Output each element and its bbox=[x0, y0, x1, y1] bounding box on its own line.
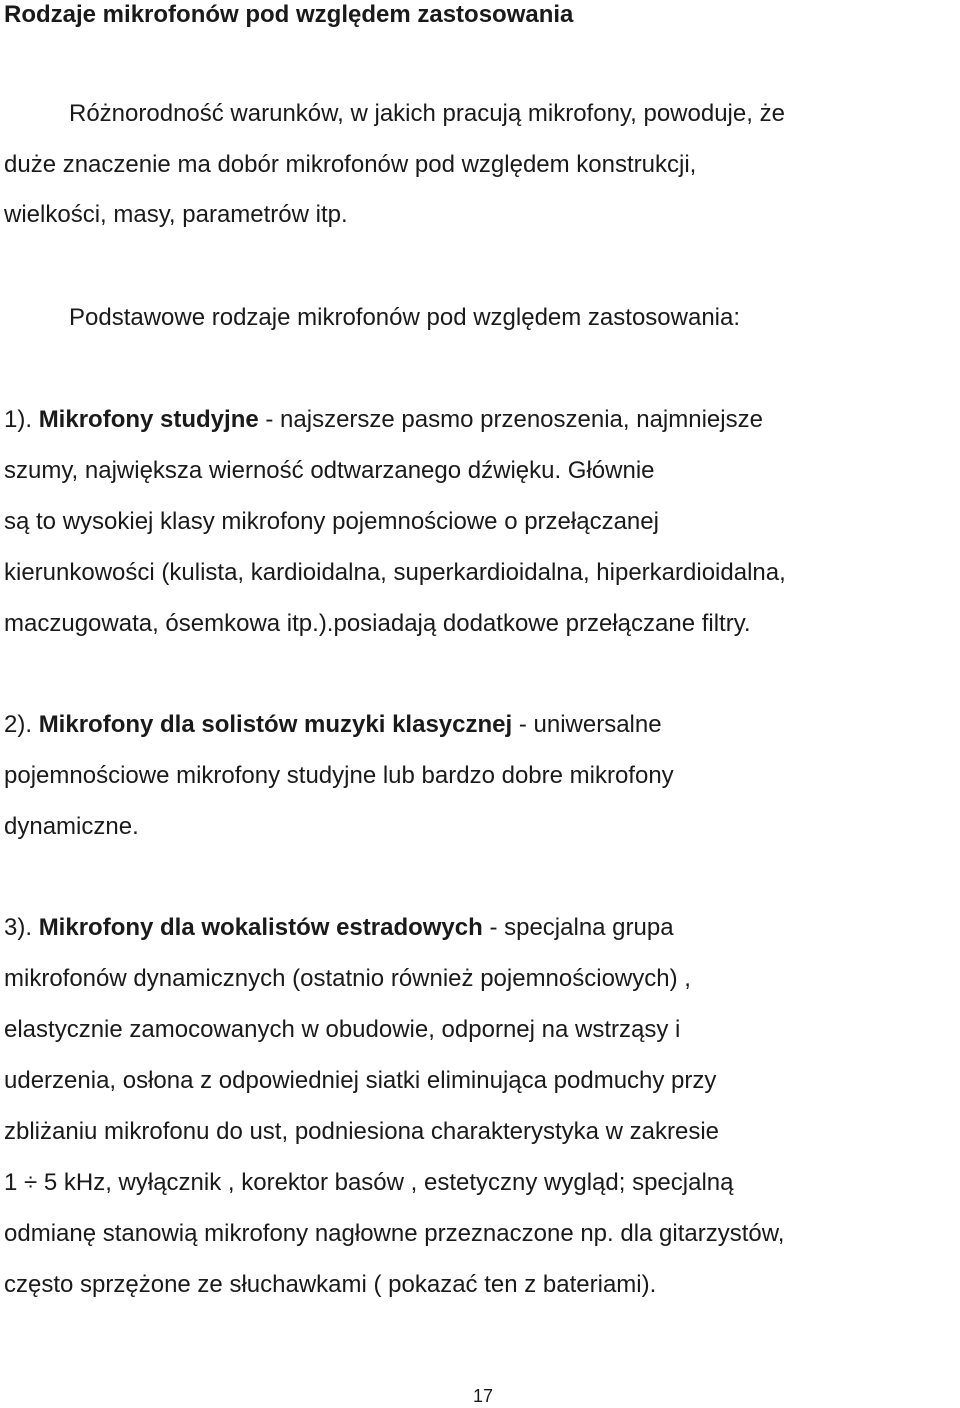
intro-line-3: wielkości, masy, parametrów itp. bbox=[4, 201, 348, 228]
item-2-line-2: pojemnościowe mikrofony studyjne lub bardzo dobre mikrofony bbox=[4, 762, 674, 789]
item-3-line-3: elastycznie zamocowanych w obudowie, odpornej na wstrząsy i bbox=[4, 1016, 681, 1043]
item-2-number: 2). bbox=[4, 711, 33, 738]
item-3-line-4: uderzenia, osłona z odpowiedniej siatki eliminująca podmuchy przy bbox=[4, 1067, 717, 1094]
item-1-line-2: szumy, największa wierność odtwarzanego dźwięku. Głównie bbox=[4, 457, 655, 484]
page-number: 17 bbox=[472, 1386, 494, 1406]
item-3-line-5: zbliżaniu mikrofonu do ust, podniesiona charakterystyka w zakresie bbox=[4, 1118, 720, 1145]
item-3-line-6: 1 ÷ 5 kHz, wyłącznik , korektor basów , estetyczny wygląd; specjalną bbox=[4, 1169, 734, 1196]
item-1-line-1 bbox=[4, 404, 763, 436]
item-2-line-3: dynamiczne. bbox=[4, 813, 139, 840]
item-2-description-start: - uniwersalne bbox=[512, 711, 662, 738]
item-3-line-1 bbox=[4, 912, 674, 944]
item-3-description-start: - specjalna grupa bbox=[482, 914, 674, 941]
item-3-line-7: odmianę stanowią mikrofony nagłowne przeznaczone np. dla gitarzystów, bbox=[4, 1220, 785, 1247]
item-3-line-8: często sprzężone ze słuchawkami ( pokazać ten z bateriami). bbox=[4, 1271, 657, 1298]
item-3-number: 3). bbox=[4, 914, 33, 941]
item-1-description-start: - najszersze pasmo przenoszenia, najmniejsze bbox=[258, 406, 763, 433]
item-3-name: Mikrofony dla wokalistów estradowych bbox=[38, 914, 483, 941]
intro-line-2: duże znaczenie ma dobór mikrofonów pod względem konstrukcji, bbox=[4, 151, 697, 178]
item-1-line-3: są to wysokiej klasy mikrofony pojemnościowe o przełączanej bbox=[4, 508, 659, 535]
item-1-name: Mikrofony studyjne bbox=[38, 406, 259, 433]
item-1-number: 1). bbox=[4, 406, 33, 433]
item-3-line-2: mikrofonów dynamicznych (ostatnio również pojemnościowych) , bbox=[4, 965, 691, 992]
intro-line-1: Różnorodność warunków, w jakich pracują mikrofony, powoduje, że bbox=[69, 100, 785, 127]
item-1-line-5: maczugowata, ósemkowa itp.).posiadają dodatkowe przełączane filtry. bbox=[4, 610, 751, 637]
page-title: Rodzaje mikrofonów pod względem zastosowania bbox=[4, 1, 574, 28]
item-2-line-1 bbox=[4, 709, 662, 741]
item-1-line-4: kierunkowości (kulista, kardioidalna, superkardioidalna, hiperkardioidalna, bbox=[4, 559, 786, 586]
section-subheading: Podstawowe rodzaje mikrofonów pod względem zastosowania: bbox=[69, 304, 741, 331]
item-2-name: Mikrofony dla solistów muzyki klasycznej bbox=[38, 711, 513, 738]
